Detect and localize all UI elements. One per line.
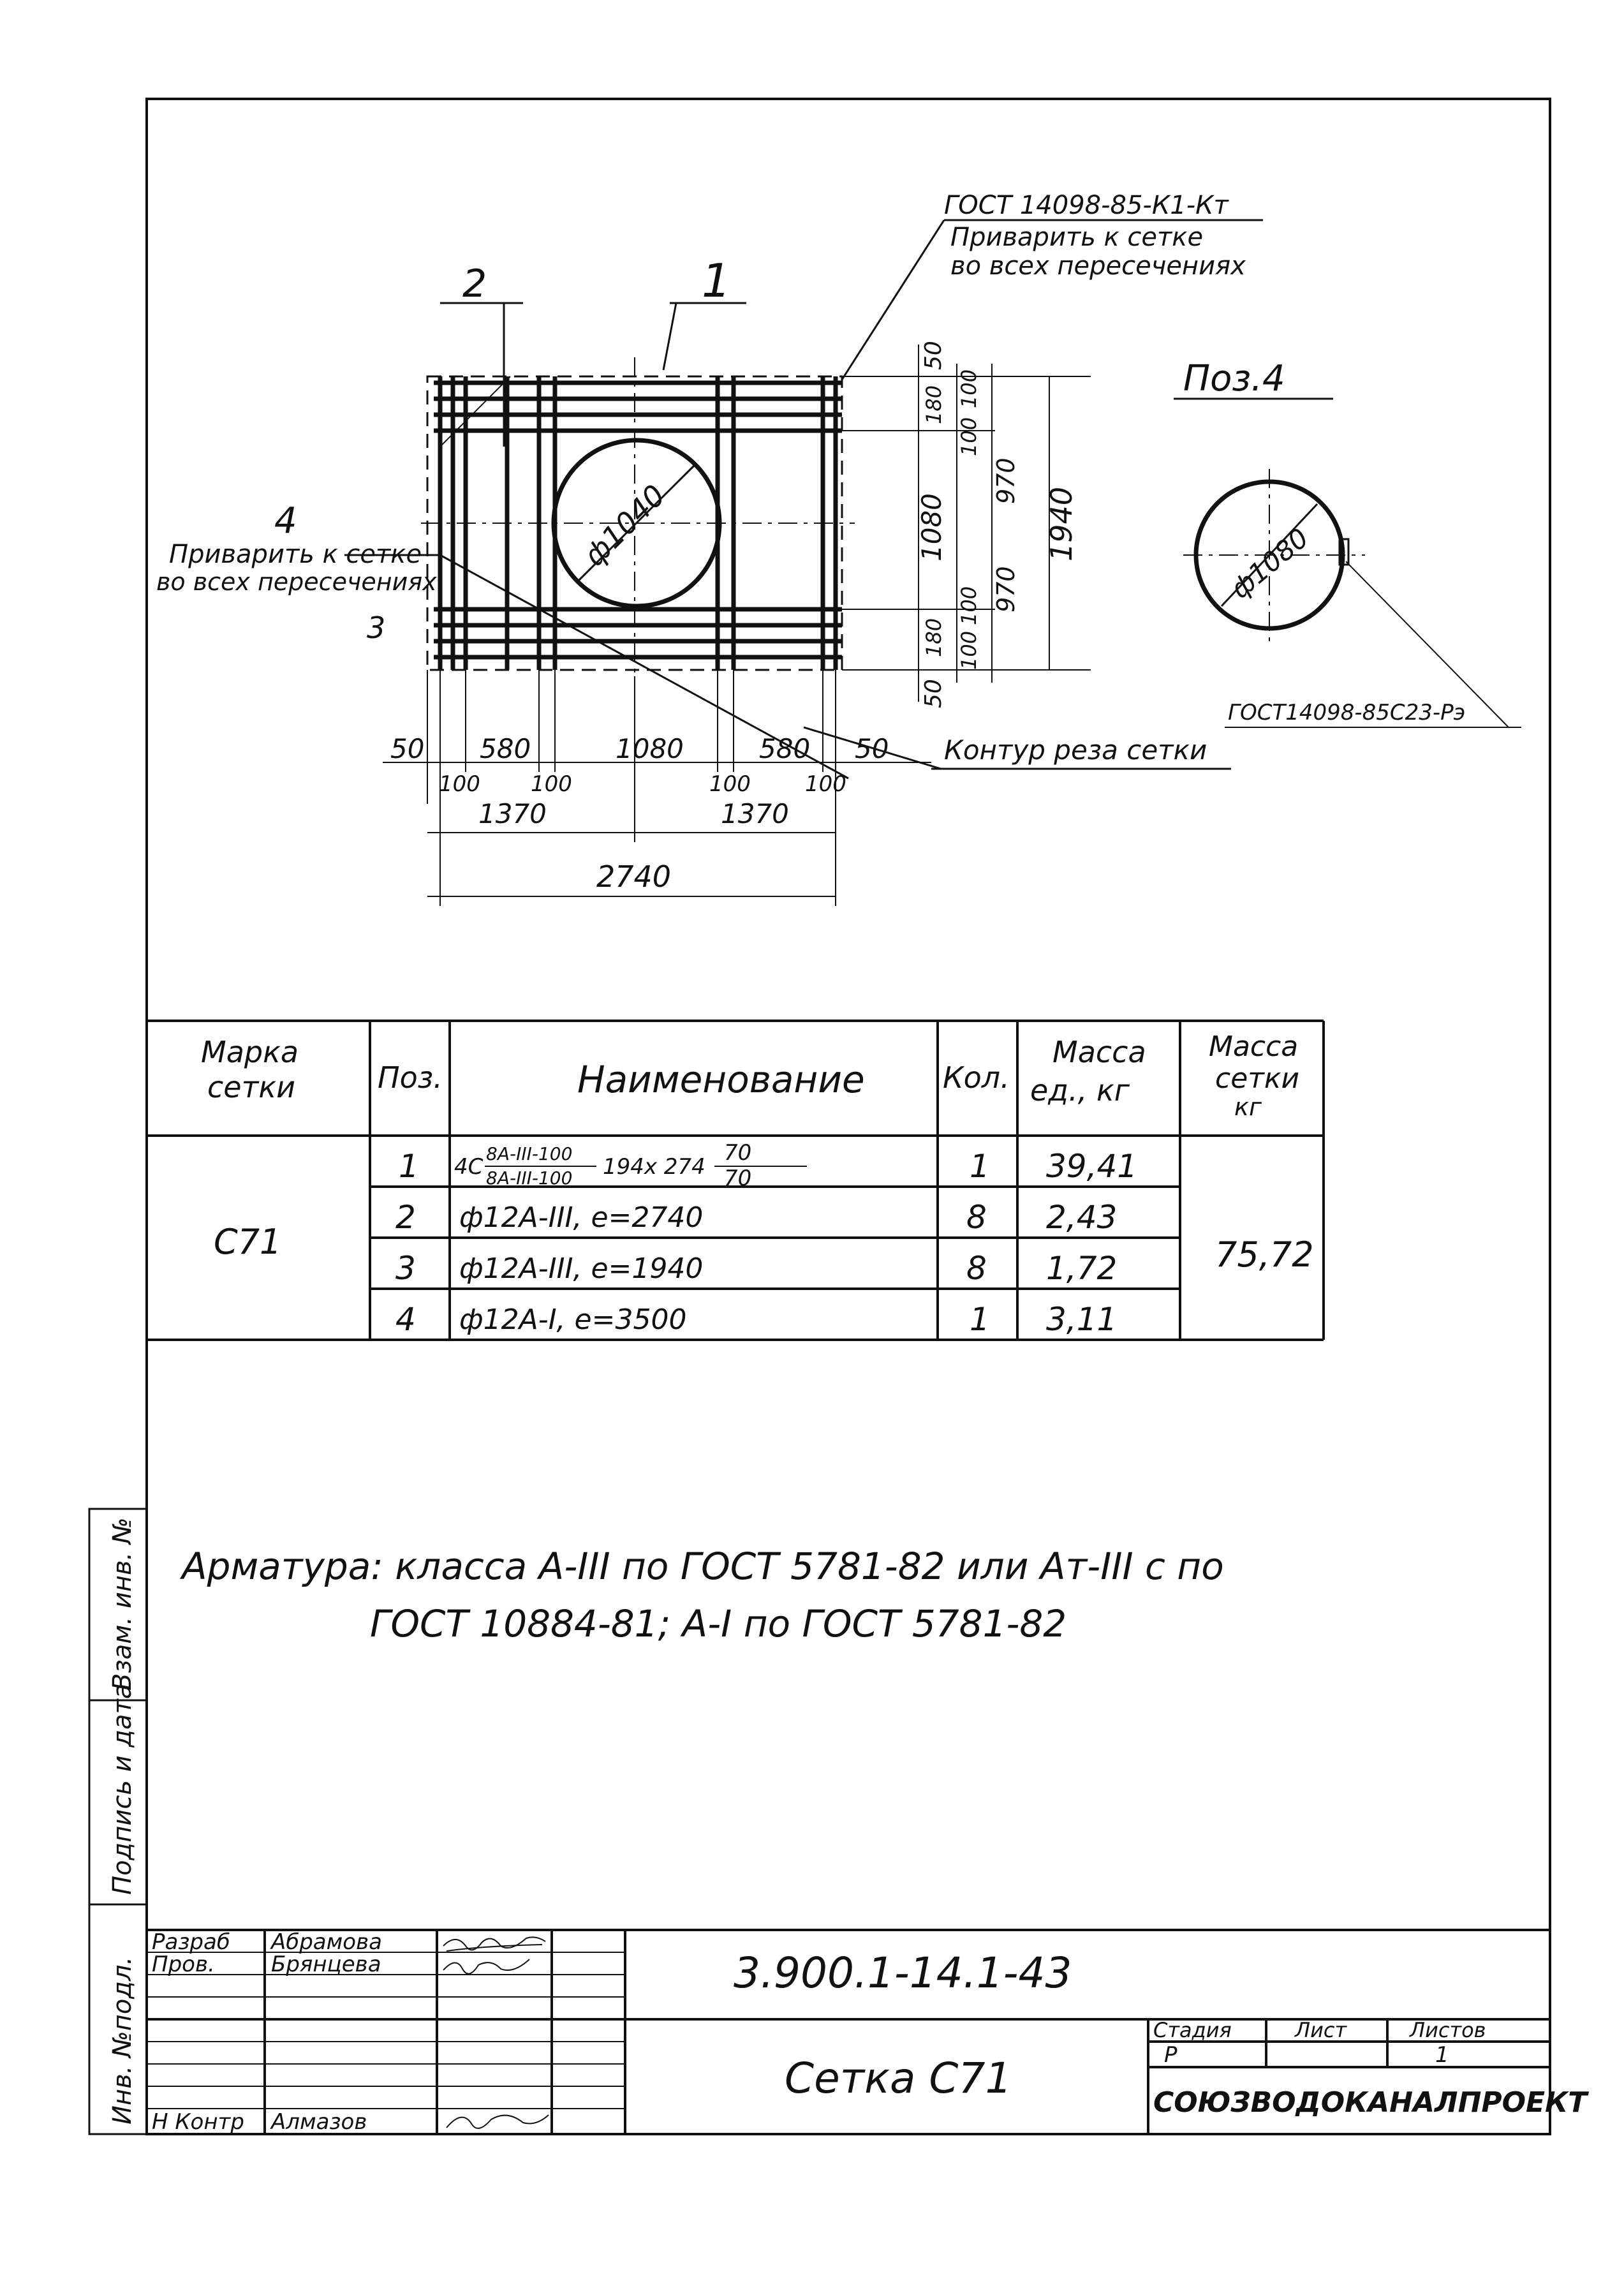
dim-bottom-580-left: 580 [480,733,531,764]
dim-bottom-50-left: 50 [390,733,425,764]
poz4-gost: ГОСТ14098-85С23-Рэ [1228,700,1466,725]
signature-normcontrol [447,2115,549,2128]
tb-doc-code: 3.900.1-14.1-43 [734,1948,1072,1998]
row1-qty: 1 [970,1148,990,1185]
tb-role-normcontrol: Н Контр [152,2109,244,2135]
dim-bottom-100-b: 100 [531,771,572,797]
dim-bottom-100-d: 100 [805,771,846,797]
row1-frac-top: 8А-III-100 [486,1143,573,1164]
weld-note-line-b: во всех пересечениях [950,251,1246,281]
th-mark-line2: сетки [207,1070,296,1104]
tb-doc-title: Сетка С71 [785,2054,1012,2103]
dim-bottom-1080: 1080 [616,733,684,764]
dim-bottom-580-right: 580 [759,733,811,764]
dim-bottom-100-c: 100 [709,771,751,797]
th-pos: Поз. [378,1060,443,1095]
gost-weld-1: ГОСТ 14098-85-К1-Кт [944,191,1229,220]
dim-1370-right: 1370 [721,798,789,829]
left-note-line-b: во всех пересечениях [156,568,437,596]
row3-mass: 1,72 [1046,1250,1118,1287]
row1-name-prefix: 4С [454,1154,484,1180]
row4-name: ф12А-I, е=3500 [459,1303,687,1336]
side-stamp-vzam: Взам. инв. № [108,1517,137,1691]
row1-name-mid: 194х 274 [603,1154,705,1180]
leader-label-4: 4 [274,500,297,542]
cut-contour-label: Контур реза сетки [944,734,1207,766]
tb-sheet-label: Лист [1295,2018,1347,2042]
weld-note-line-a: Приварить к сетке [950,223,1204,252]
row4-pos: 4 [395,1301,416,1338]
dim-right-100-a: 100 [957,369,981,408]
row4-mass: 3,11 [1046,1301,1118,1338]
side-stamp-inv-podl: Инв. №подл. [108,1956,137,2125]
dim-right-180-top: 180 [922,385,946,424]
leader-label-2: 2 [462,262,487,306]
dim-right-970-top: 970 [992,457,1020,504]
th-mass-unit-line1: Масса [1052,1035,1146,1069]
signature-checker [443,1959,529,1974]
row3-pos: 3 [395,1250,416,1287]
dim-right-180-bottom: 180 [922,618,946,657]
leader-label-3: 3 [367,611,386,645]
row1-pos: 1 [399,1148,419,1185]
cell-mark: С71 [214,1222,282,1262]
dim-right-100-b: 100 [957,417,981,456]
tb-sheets-label: Листов [1410,2018,1486,2042]
th-mass-mesh-line3: кг [1234,1093,1262,1121]
note-line-1: Арматура: класса А-III по ГОСТ 5781-82 или Ат-III с по [182,1545,1224,1588]
row2-name: ф12А-III, е=2740 [459,1201,704,1234]
row1-mass: 39,41 [1046,1148,1138,1185]
row3-qty: 8 [966,1250,987,1287]
signature-developer [443,1937,545,1951]
sheet-frame [147,99,1550,2134]
title-block-thin [147,1952,625,2109]
tb-role-checker: Пров. [152,1952,215,1977]
row1-frac2-top: 70 [724,1140,752,1166]
tb-organization: СОЮЗВОДОКАНАЛПРОЕКТ [1153,2086,1588,2119]
th-mark-line1: Марка [201,1035,299,1069]
dim-right-100-c: 100 [957,586,981,625]
cell-mesh-mass: 75,72 [1215,1235,1314,1275]
dim-bottom-50-right: 50 [855,733,889,764]
side-stamp-podpis: Подпись и дата [108,1683,137,1895]
th-mass-unit-line2: ед., кг [1030,1073,1130,1108]
th-qty: Кол. [943,1060,1010,1095]
circle-diameter-label: ф1040 [577,477,672,573]
th-name: Наименование [577,1058,865,1101]
row2-qty: 8 [966,1199,987,1236]
th-mass-mesh-line1: Масса [1209,1030,1299,1063]
dim-1370-left: 1370 [478,798,547,829]
poz4-circle-diameter: ф1080 [1224,522,1315,605]
dim-total-height: 1940 [1044,486,1079,561]
th-mass-mesh-line2: сетки [1215,1062,1300,1095]
poz4-detail [1183,469,1521,727]
dim-right-50-top: 50 [920,341,947,370]
leader-label-1: 1 [702,254,731,308]
dim-right-50-bottom: 50 [920,679,947,708]
row1-frac2-bottom: 70 [724,1166,752,1191]
tb-name-developer: Абрамова [271,1929,382,1955]
poz4-title: Поз.4 [1183,358,1285,399]
row1-frac-bottom: 8А-III-100 [486,1168,573,1189]
row4-qty: 1 [970,1301,990,1338]
tb-stage-label: Стадия [1153,2018,1232,2042]
tb-role-developer: Разраб [152,1929,230,1955]
row2-mass: 2,43 [1046,1199,1118,1236]
tb-stage-value: Р [1164,2042,1177,2068]
left-note-line-a: Приварить к сетке [169,540,422,569]
tb-sheets-value: 1 [1435,2042,1449,2068]
tb-name-normcontrol: Алмазов [271,2109,367,2135]
dim-right-1080: 1080 [916,493,947,561]
note-line-2: ГОСТ 10884-81; А-I по ГОСТ 5781-82 [370,1602,1067,1645]
row2-pos: 2 [395,1199,416,1236]
tb-name-checker: Брянцева [271,1952,381,1977]
row3-name: ф12А-III, е=1940 [459,1252,704,1285]
dim-right-100-d: 100 [957,630,981,670]
dim-right-970-bottom: 970 [992,566,1020,612]
dim-total-width: 2740 [596,859,672,894]
dim-bottom-100-a: 100 [439,771,480,797]
